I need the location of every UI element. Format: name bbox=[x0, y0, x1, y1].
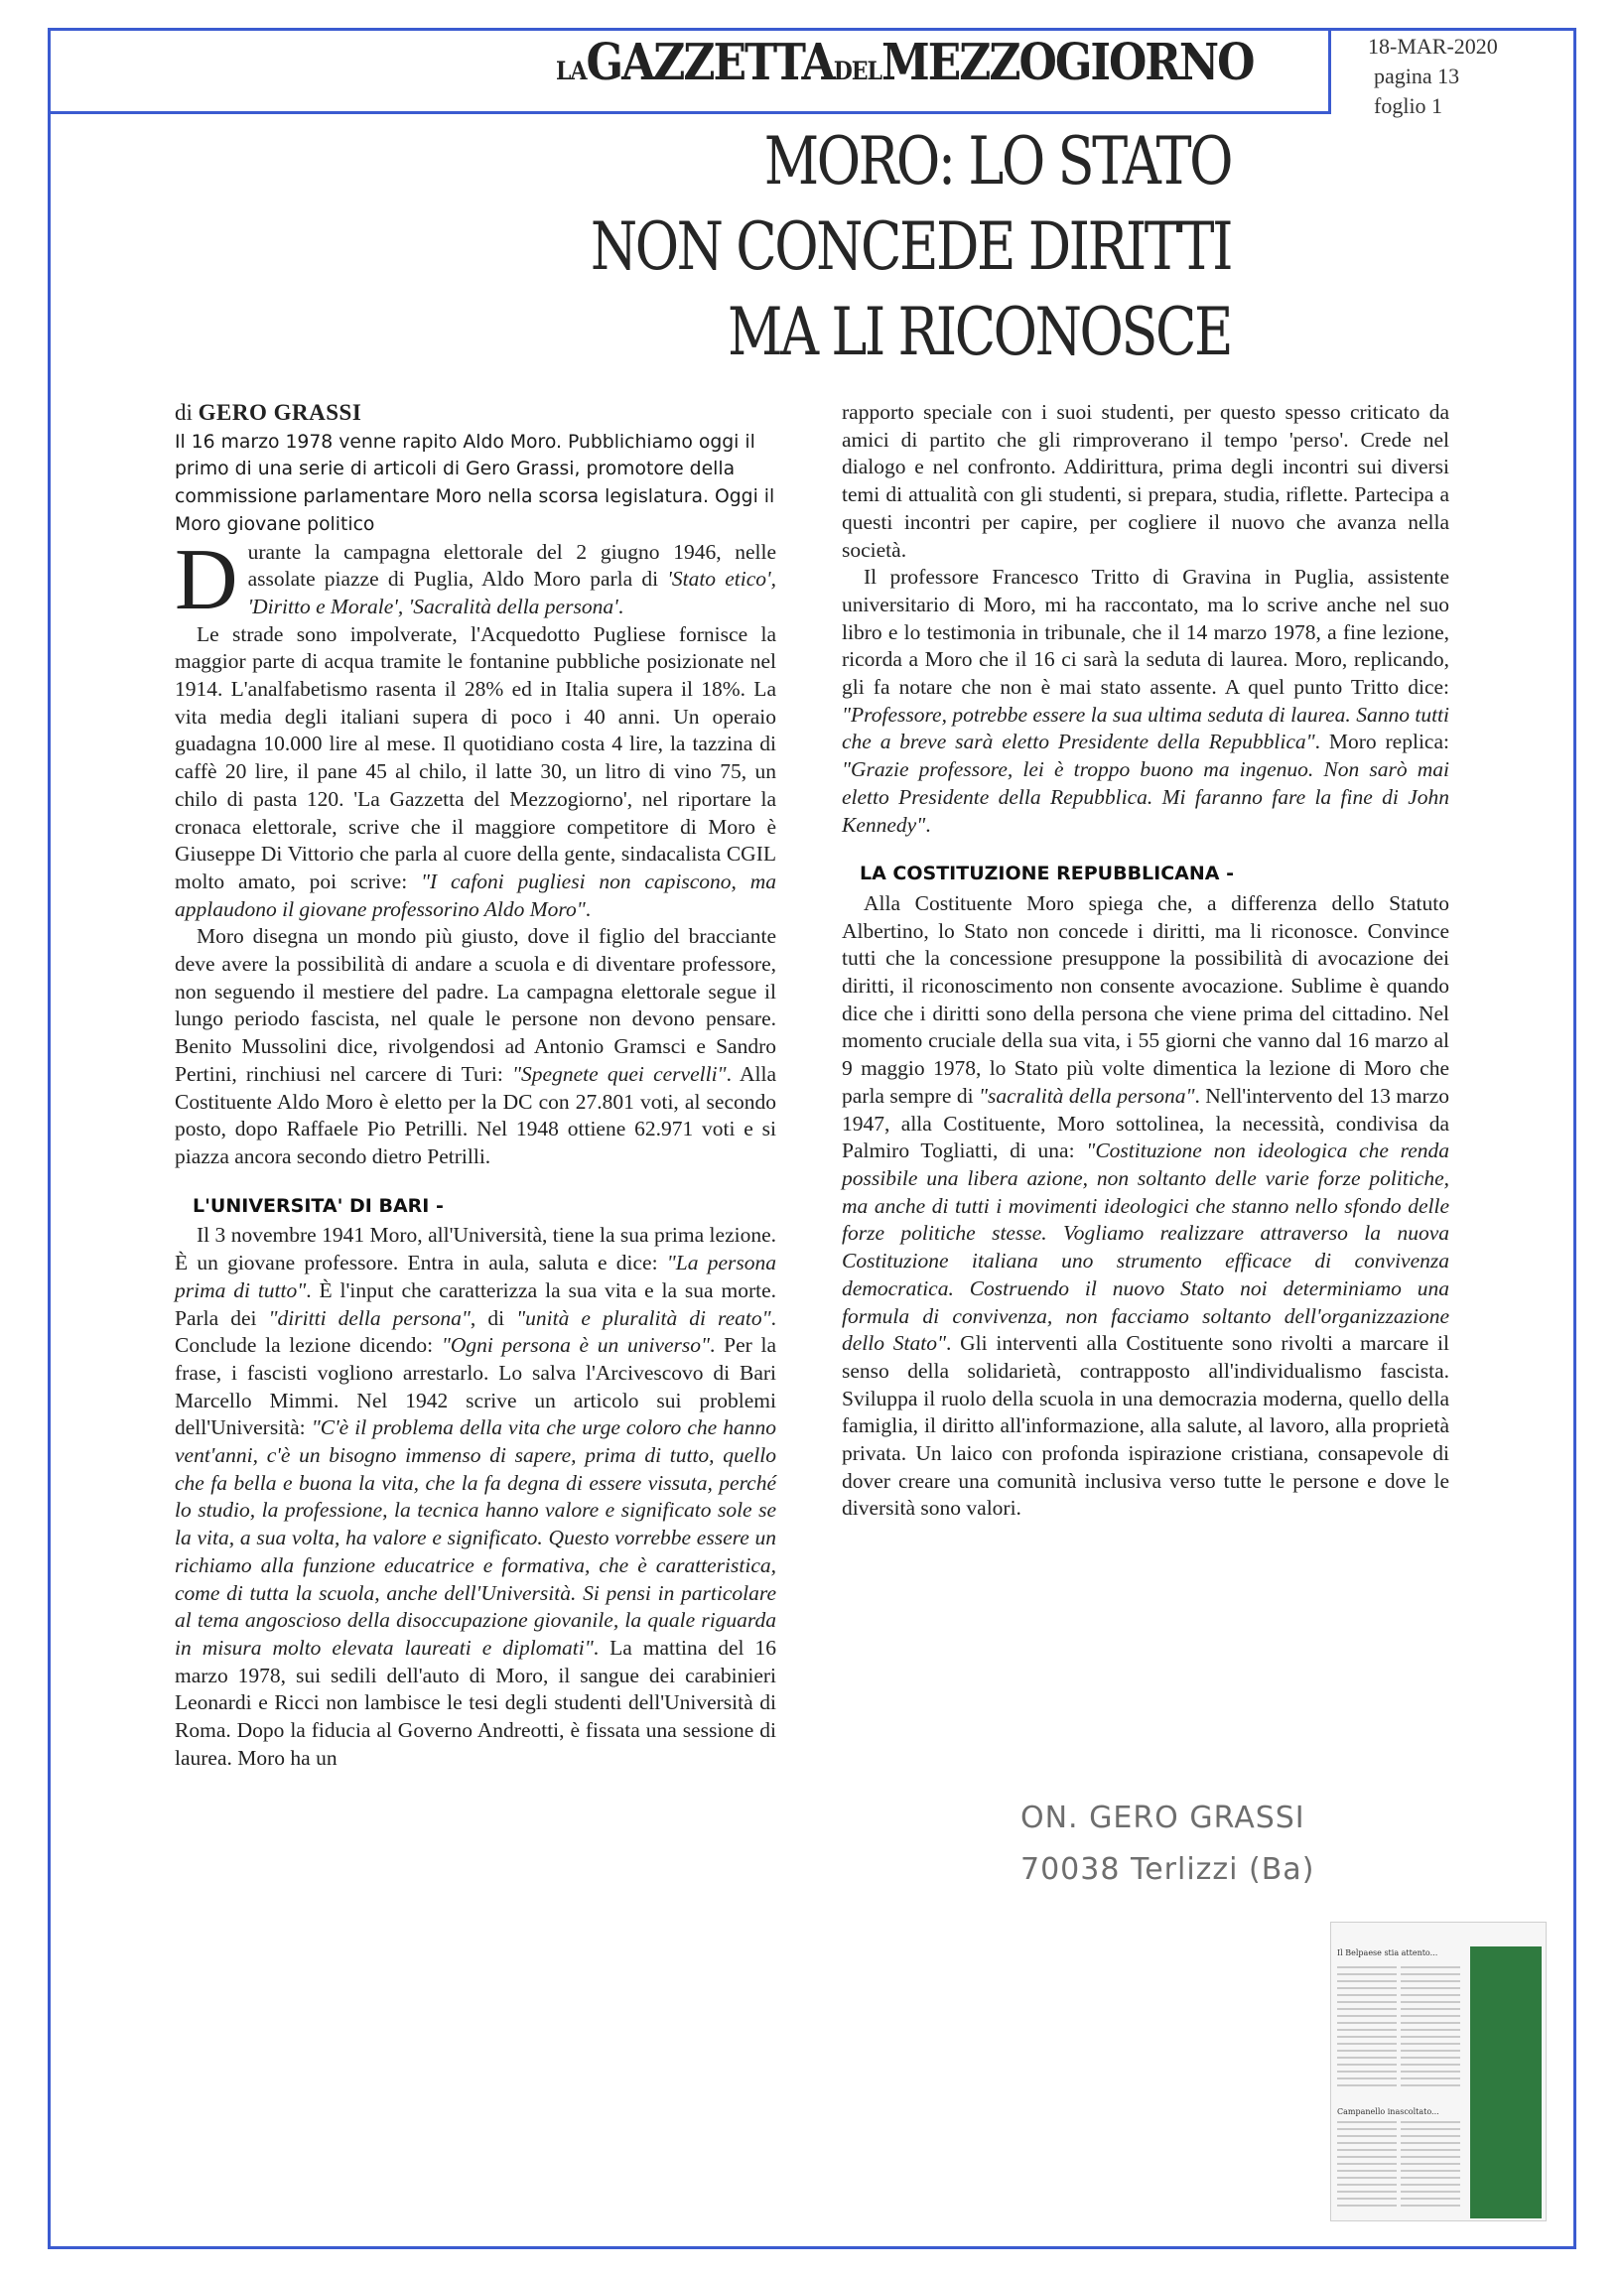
paragraph-5: rapporto speciale con i suoi studenti, per questo spesso criticato da amici di partito che gli rimproverano il tempo 'perso'. Crede nel dialogo e nel confronto. Addirittura, prima degli incontri sui diversi temi di attualità con gli studenti, si prepara, studia, riflette. Partecipa a questi incontri per capire, per cogliere il nuovo che avanza nella società. bbox=[842, 400, 1449, 562]
article-lead: Il 16 marzo 1978 venne rapito Aldo Moro. Pubblichiamo oggi il primo di una serie di articoli di Gero Grassi, promotore della commissione parlamentare Moro nella scorsa legislatura. Oggi il Moro giovane politico bbox=[175, 431, 775, 535]
header-divider bbox=[48, 111, 1331, 114]
thumbnail-text-line bbox=[1337, 2029, 1397, 2031]
paragraph-3: Moro disegna un mondo più giusto, dove il figlio del bracciante deve avere la possibilità di andare a scuola e di diventare professore, non seguendo il mestiere del padre. La campagna elettorale segue il lungo periodo fascista, nel quale le persone non devono pensare. Benito Mussolini dice, rivolgendosi ad Antonio Gramsci e Sandro Pertini, rinchiusi nel carcere di Turi: "Spegnete quei cervelli". Alla Costituente Aldo Moro è eletto per la DC con 27.801 voti, al secondo posto, dopo Raffaele Pio Petrilli. Nel 1948 ottiene 62.971 voti e si piazza ancora secondo dietro Petrilli. bbox=[175, 924, 776, 1168]
thumbnail-text-line bbox=[1337, 2121, 1397, 2123]
stamp-address: 70038 Terlizzi (Ba) bbox=[1020, 1852, 1315, 1887]
thumbnail-text-line bbox=[1401, 2057, 1460, 2059]
subhead-costituzione: LA COSTITUZIONE REPUBBLICANA - bbox=[860, 863, 1234, 885]
thumbnail-text-line bbox=[1401, 2077, 1460, 2079]
thumbnail-text-line bbox=[1337, 1994, 1397, 1996]
thumbnail-text-line bbox=[1337, 2156, 1397, 2158]
thumbnail-text-line bbox=[1337, 2184, 1397, 2186]
thumbnail-text-line bbox=[1337, 2050, 1397, 2052]
thumbnail-text-line bbox=[1401, 2128, 1460, 2130]
thumbnail-text-line bbox=[1337, 2084, 1397, 2086]
masthead-gazzetta: GAZZETTA bbox=[586, 34, 834, 92]
thumbnail-text-line bbox=[1401, 2071, 1460, 2073]
thumbnail-text-line bbox=[1337, 1980, 1397, 1982]
article-column-1 bbox=[175, 399, 776, 1772]
thumbnail-text-line bbox=[1401, 2149, 1460, 2151]
thumbnail-text-line bbox=[1337, 1987, 1397, 1989]
thumbnail-text-line bbox=[1401, 2008, 1460, 2010]
stamp-name: ON. GERO GRASSI bbox=[1020, 1801, 1305, 1835]
thumbnail-text-line bbox=[1401, 2191, 1460, 2193]
thumbnail-text-line bbox=[1401, 2001, 1460, 2003]
clipping-meta bbox=[1368, 32, 1498, 121]
byline-prefix: di bbox=[175, 400, 193, 425]
thumbnail-text-line bbox=[1337, 2064, 1397, 2066]
page-thumbnail bbox=[1330, 1922, 1547, 2221]
thumbnail-text-line bbox=[1401, 1980, 1460, 1982]
meta-date: 18-MAR-2020 bbox=[1368, 34, 1498, 59]
thumbnail-text-line bbox=[1401, 2015, 1460, 2017]
thumbnail-text-line bbox=[1337, 2198, 1397, 2200]
address-stamp bbox=[1020, 1793, 1314, 1896]
thumbnail-text-line bbox=[1337, 2001, 1397, 2003]
thumbnail-text-line bbox=[1401, 2177, 1460, 2179]
headline-line-2: NON CONCEDE DIRITTI bbox=[590, 208, 1231, 285]
thumbnail-text-line bbox=[1401, 1973, 1460, 1975]
thumbnail-text-line bbox=[1337, 2015, 1397, 2017]
thumbnail-text-line bbox=[1401, 2170, 1460, 2172]
thumbnail-text-line bbox=[1401, 2043, 1460, 2045]
meta-sheet: foglio 1 bbox=[1374, 93, 1443, 118]
paragraph-6: Il professore Francesco Tritto di Gravina in Puglia, assistente universitario di Moro, mi ha raccontato, ma lo scrive anche nel suo libro e lo testimonia in tribunale, che il 14 marzo 1978, a fine lezione, ricorda a Moro che il 16 ci sarà la seduta di laurea. Moro, replicando, gli fa notare che non è mai stato assente. A quel punto Tritto dice: "Professore, potrebbe essere la sua ultima seduta di laurea. Sanno tutti che a breve sarà eletto Presidente della Repubblica". Moro replica: "Grazie professore, lei è troppo buono ma ingenuo. Non sarò mai eletto Presidente della Repubblica. Mi faranno fare la fine di John Kennedy". bbox=[842, 565, 1449, 837]
headline-line-1: MORO: LO STATO bbox=[763, 123, 1231, 200]
thumbnail-text-line bbox=[1401, 2121, 1460, 2123]
paragraph-2: Le strade sono impolverate, l'Acquedotto Pugliese fornisce la maggior parte di acqua tramite le fontanine pubbliche posizionate nel 1914. L'analfabetismo rasenta il 28% ed in Italia supera il 18%. La vita media degli italiani supera di poco i 40 anni. Un operaio guadagna 10.000 lire al mese. Il quotidiano costa 4 lire, la tazzina di caffè 20 lire, il pane 45 al chilo, il latte 30, un litro di vino 75, un chilo di pasta 120. 'La Gazzetta del Mezzogiorno', nel riportare la cronaca elettorale, scrive che il maggiore competitore di Moro è Giuseppe Di Vittorio che parla al cuore della gente, sindacalista CGIL molto amato, poi scrive: "I cafoni pugliesi non capiscono, ma applaudono il giovane professorino Aldo Moro". bbox=[175, 621, 776, 921]
thumbnail-text-line bbox=[1401, 2029, 1460, 2031]
thumbnail-text-line bbox=[1337, 2036, 1397, 2038]
drop-cap: D bbox=[175, 531, 238, 628]
thumbnail-text-line bbox=[1337, 2043, 1397, 2045]
thumbnail-text-line bbox=[1401, 2142, 1460, 2144]
thumbnail-title-1: Il Belpaese stia attento... bbox=[1337, 1948, 1438, 1957]
meta-page: pagina 13 bbox=[1374, 64, 1460, 88]
thumbnail-text-line bbox=[1337, 2191, 1397, 2193]
thumbnail-text-line bbox=[1337, 2022, 1397, 2024]
masthead-del: DEL bbox=[833, 57, 882, 86]
thumbnail-text-line bbox=[1337, 2142, 1397, 2144]
headline bbox=[580, 119, 1231, 375]
paragraph-4: Il 3 novembre 1941 Moro, all'Università, tiene la sua prima lezione. È un giovane professore. Entra in aula, saluta e dice: "La persona prima di tutto". È l'input che caratterizza la sua vita e la sua morte. Parla dei "diritti della persona", di "unità e pluralità di reato". Conclude la lezione dicendo: "Ogni persona è un universo". Per la frase, i fascisti vogliono arrestarlo. Lo salva l'Arcivescovo di Bari Marcello Mimmi. Nel 1942 scrive un articolo sui problemi dell'Università: "C'è il problema della vita che urge coloro che hanno vent'anni, c'è un bisogno immenso di sapere, prima di tutto, quello che fa bella e buona la vita, che la fa degna di essere vissuta, perché lo studio, la professione, la tecnica hanno valore e significato sole se la vita, a sua volta, ha valore e significato. Questo vorrebbe essere un richiamo alla funzione educatrice e formativa, che è caratteristica, come di tutta la scuola, anche dell'Università. Si pensi in particolare al tema angoscioso della disoccupazione giovanile, la quale riguarda in misura molto elevata laureati e diplomati". La mattina del 16 marzo 1978, sui sedili dell'auto di Moro, il sangue dei carabinieri Leonardi e Ricci non lambisce le tesi degli studenti dell'Università di Roma. Dopo la fiducia al Governo Andreotti, è fissata una sessione di laurea. Moro ha un bbox=[175, 1223, 776, 1770]
thumbnail-text-line bbox=[1337, 2008, 1397, 2010]
thumbnail-text-line bbox=[1337, 1966, 1397, 1968]
thumbnail-text-line bbox=[1337, 2077, 1397, 2079]
thumbnail-text-line bbox=[1401, 2036, 1460, 2038]
thumbnail-text-line bbox=[1337, 2128, 1397, 2130]
thumbnail-text-line bbox=[1401, 1994, 1460, 1996]
masthead-la: LA bbox=[556, 57, 587, 86]
thumbnail-accent-block bbox=[1470, 1946, 1542, 2218]
byline bbox=[175, 399, 776, 427]
thumbnail-text-line bbox=[1401, 2205, 1460, 2207]
thumbnail-text-line bbox=[1401, 2198, 1460, 2200]
masthead bbox=[556, 34, 1254, 92]
thumbnail-text-line bbox=[1337, 2177, 1397, 2179]
thumbnail-text-line bbox=[1337, 2170, 1397, 2172]
headline-line-3: MA LI RICONOSCE bbox=[728, 294, 1231, 370]
subhead-universita: L'UNIVERSITA' DI BARI - bbox=[193, 1194, 444, 1217]
masthead-mezzogiorno: MEZZOGIORNO bbox=[881, 34, 1254, 92]
article-column-2 bbox=[842, 399, 1449, 1523]
thumbnail-text-line bbox=[1337, 2071, 1397, 2073]
thumbnail-text-line bbox=[1337, 2057, 1397, 2059]
paragraph-1: Durante la campagna elettorale del 2 giugno 1946, nelle assolate piazze di Puglia, Aldo Moro parla di 'Stato etico', 'Diritto e Morale', 'Sacralità della persona'. bbox=[175, 531, 776, 628]
thumbnail-text-line bbox=[1337, 2205, 1397, 2207]
thumbnail-text-line bbox=[1401, 2184, 1460, 2186]
thumbnail-text-line bbox=[1401, 2084, 1460, 2086]
thumbnail-text-line bbox=[1401, 2163, 1460, 2165]
thumbnail-text-line bbox=[1401, 2156, 1460, 2158]
thumbnail-text-line bbox=[1401, 1966, 1460, 1968]
thumbnail-text-line bbox=[1401, 2050, 1460, 2052]
byline-author: GERO GRASSI bbox=[198, 400, 362, 425]
thumbnail-text-line bbox=[1401, 2064, 1460, 2066]
thumbnail-text-line bbox=[1401, 2135, 1460, 2137]
thumbnail-text-line bbox=[1337, 2135, 1397, 2137]
thumbnail-text-line bbox=[1401, 2022, 1460, 2024]
thumbnail-text-line bbox=[1337, 2163, 1397, 2165]
thumbnail-text-line bbox=[1401, 1987, 1460, 1989]
thumbnail-text-line bbox=[1337, 2149, 1397, 2151]
thumbnail-text-line bbox=[1337, 1973, 1397, 1975]
header-vertical-divider bbox=[1328, 28, 1331, 114]
thumbnail-title-2: Campanello inascoltato... bbox=[1337, 2107, 1439, 2116]
paragraph-7: Alla Costituente Moro spiega che, a differenza dello Statuto Albertino, lo Stato non concede i diritti, ma li riconosce. Convince tutti che la concessione presuppone la possibilità di avocazione dei diritti, il riconoscimento non consente avocazione. Sublime è quando dice che i diritti sono della persona che viene prima del cittadino. Nel momento cruciale della sua vita, i 55 giorni che vanno dal 16 marzo al 9 maggio 1978, lo Stato più volte dimentica la lezione di Moro che parla sempre di "sacralità della persona". Nell'intervento del 13 marzo 1947, alla Costituente, Moro sottolinea, la necessità, condivisa da Palmiro Togliatti, di una: "Costituzione non ideologica che renda possibile una libera azione, non soltanto delle varie forze politiche, ma anche di tutti i movimenti ideologici che stanno nello sfondo delle forze politiche stesse. Vogliamo realizzare attraverso la nuova Costituzione italiana uno strumento efficace di convivenza democratica. Costruendo il nuovo Stato noi determiniamo una formula di convivenza, non facciamo soltanto dell'organizzazione dello Stato". Gli interventi alla Costituente sono rivolti a marcare il senso della solidarietà, contrapposto all'individualismo fascista. Sviluppa il ruolo della scuola in una democrazia moderna, quello della famiglia, il diritto all'informazione, alla salute, al lavoro, alla proprietà privata. Un laico con profonda ispirazione cristiana, consapevole di dover creare una comunità inclusiva verso tutte le persone e dove le diversità sono valori. bbox=[842, 890, 1449, 1521]
